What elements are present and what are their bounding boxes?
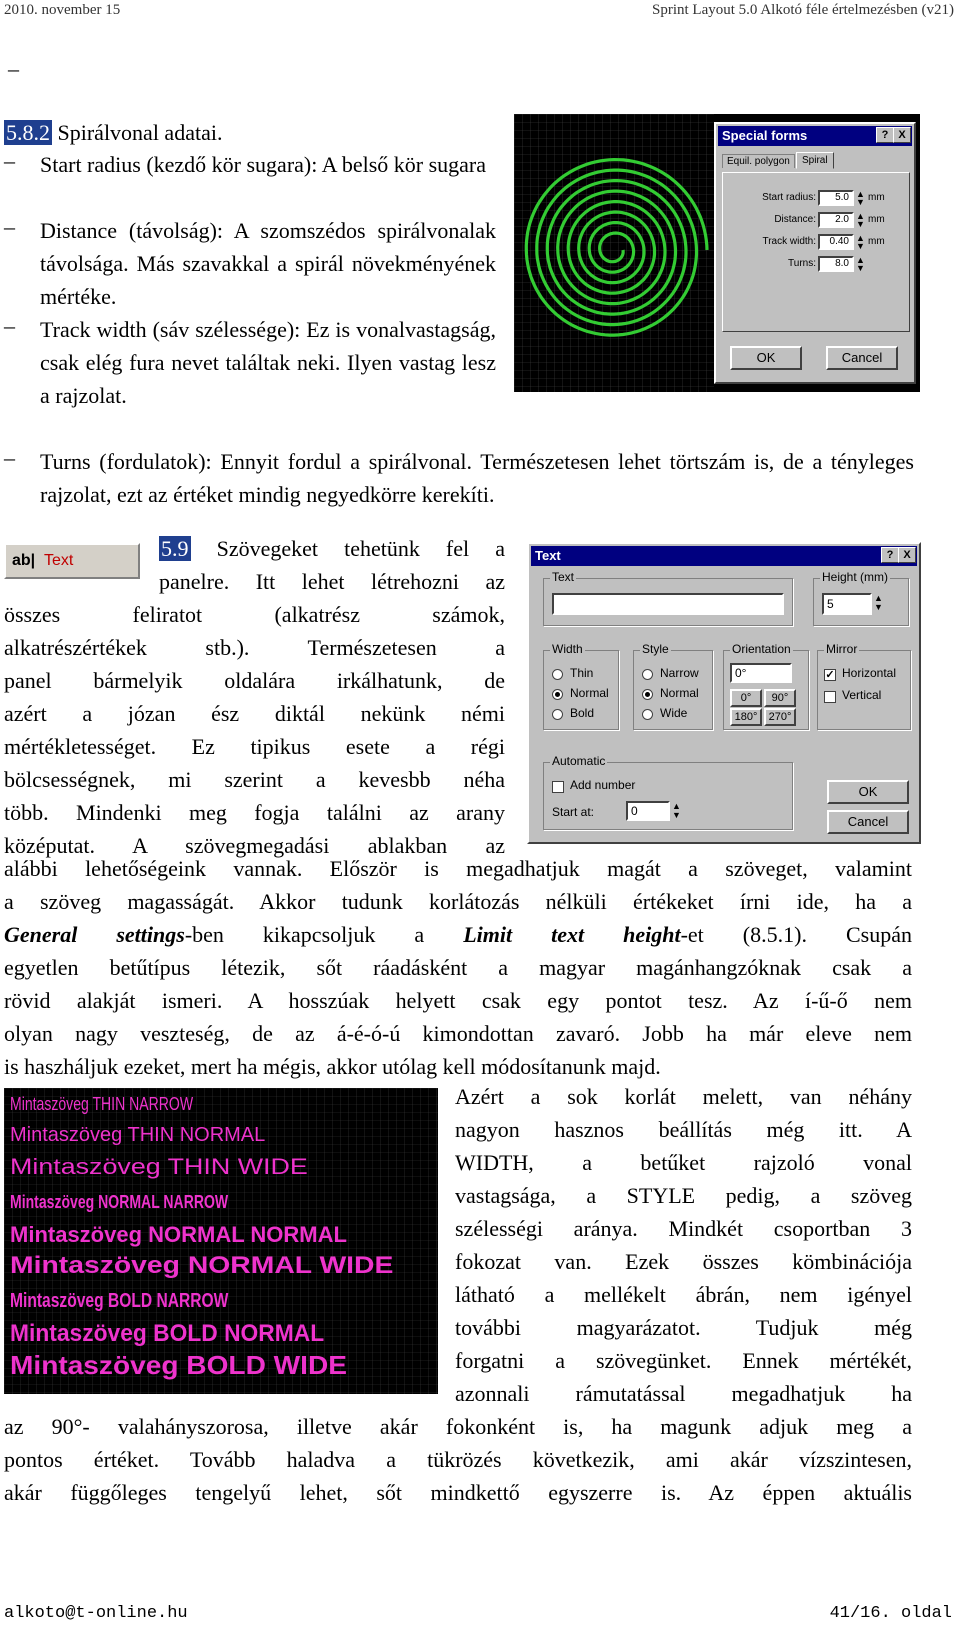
distance-input[interactable]: 2.0 <box>818 212 854 228</box>
section-5-9-line-1 <box>159 532 505 565</box>
add-number-label: Add number <box>570 778 636 792</box>
text-group-label: Text <box>552 570 575 584</box>
section-5-9-line-7: mértékletességet. Ez tipikus esete a régi <box>4 734 505 759</box>
style-normal-radio[interactable] <box>642 689 653 700</box>
right-line-3: WIDTH, a betűket rajzoló vonal <box>455 1150 912 1175</box>
width-group-label: Width <box>552 642 583 656</box>
angle-270-button[interactable]: 270° <box>764 708 796 726</box>
bottom-line-2: pontos értéket. Tovább haladva a tükrözés következik, ami akár vízszintesen, <box>4 1447 912 1472</box>
section-number: 5.8.2 <box>6 120 50 145</box>
bullet-distance: Distance (távolság): A szomszédos spirálvonalak távolsága. Más szavakkal a spirál növekményének mértéke. <box>40 218 496 309</box>
body-line-1: alábbi lehetőségeink vannak. Először is megadhatjuk magát a szöveget, valamint <box>4 856 912 881</box>
bottom-line-1: az 90°- valahányszorosa, illetve akár fokonként is, ha magunk adjuk meg a <box>4 1414 912 1439</box>
sample-line: Mintaszöveg NORMAL NORMAL <box>10 1222 347 1247</box>
help-button[interactable]: ? <box>881 547 899 563</box>
right-line-10: azonnali rámutatással megadhatjuk ha <box>455 1381 912 1406</box>
automatic-group-label: Automatic <box>552 754 606 768</box>
right-line-9: forgatni a szövegünket. Ennek mértékét, <box>455 1348 912 1373</box>
text-input[interactable] <box>552 593 784 615</box>
style-narrow-label: Narrow <box>660 666 699 680</box>
bullet-start-radius: Start radius (kezdő kör sugara): A belső kör sugara <box>40 152 486 177</box>
width-normal-label: Normal <box>570 686 609 700</box>
section-5-9-line-8: bölcsességnek, mi szerint a kevesbb néha <box>4 767 505 792</box>
height-group <box>813 570 909 626</box>
body-text: -et (8.5.1). Csupán <box>680 922 912 947</box>
text-tool-button[interactable] <box>4 543 140 579</box>
bottom-line-3: akár függőleges tengelyű lehet, sőt mindkettő egyszerre is. Az éppen aktuális <box>4 1480 912 1505</box>
right-line-4: vastagsága, a STYLE pedig, a szöveg <box>455 1183 912 1208</box>
width-thin-radio[interactable] <box>552 669 563 680</box>
body-line-5: rövid alakját ismeri. A hosszúak helyett csak egy pontot tesz. Az í-ű-ő nem <box>4 988 912 1013</box>
close-button[interactable]: X <box>893 127 911 143</box>
dash-icon: – <box>4 148 15 173</box>
track-width-label: Track width: <box>762 236 816 247</box>
right-line-6: fokozat van. Ezek összes kömbinációja <box>455 1249 912 1274</box>
ok-button[interactable]: OK <box>827 780 909 804</box>
mirror-group <box>817 642 911 730</box>
style-group-label: Style <box>642 642 669 656</box>
orientation-input[interactable]: 0° <box>730 663 792 683</box>
automatic-group <box>543 754 793 830</box>
mirror-horizontal-checkbox[interactable]: ✓ <box>825 669 835 681</box>
track-width-unit: mm <box>868 236 885 247</box>
bullet-track-width: Track width (sáv szélessége): Ez is vonalvastagság, csak elég fura nevet találtak neki. Ilyen vastag lesz a rajzolat. <box>40 317 496 408</box>
angle-180-button[interactable]: 180° <box>730 708 762 726</box>
section-heading <box>4 116 222 149</box>
section-5-9-text: Szövegeket tehetünk fel a <box>216 536 505 561</box>
spin-icon[interactable]: ▲ ▼ <box>856 255 865 273</box>
text-dialog <box>527 542 921 844</box>
ok-button[interactable]: OK <box>730 346 802 370</box>
sample-line: Mintaszöveg THIN NARROW <box>10 1094 194 1114</box>
sample-line: Mintaszöveg BOLD NORMAL <box>10 1320 325 1347</box>
dash-icon: – <box>4 214 15 239</box>
spin-icon[interactable]: ▲ ▼ <box>856 189 865 207</box>
angle-90-button[interactable]: 90° <box>764 689 796 707</box>
style-group <box>633 642 713 730</box>
sample-line: Mintaszöveg NORMAL NARROW <box>10 1192 229 1212</box>
orientation-group-label: Orientation <box>732 642 791 656</box>
section-title: Spirálvonal adatai. <box>57 120 223 145</box>
close-button[interactable]: X <box>898 547 916 563</box>
dash-icon: – <box>4 313 15 338</box>
special-forms-dialog <box>714 122 916 384</box>
dash-icon: – <box>4 445 15 470</box>
section-5-9-line-3: összes feliratot (alkatrész számok, <box>4 602 505 627</box>
style-wide-label: Wide <box>660 706 688 720</box>
width-group <box>543 642 619 730</box>
start-radius-input[interactable]: 5.0 <box>818 190 854 206</box>
mirror-group-label: Mirror <box>826 642 858 656</box>
text-group <box>543 570 793 626</box>
mirror-vertical-checkbox[interactable] <box>824 691 836 703</box>
section-number-5-9: 5.9 <box>161 536 189 561</box>
start-at-input[interactable]: 0 <box>626 801 670 821</box>
orientation-group <box>723 642 809 730</box>
body-line-4: egyetlen betűtípus létezik, sőt ráadásként a magyar magánhangzóknak csak a <box>4 955 912 980</box>
add-number-checkbox[interactable] <box>552 781 564 793</box>
limit-text-height-term: Limit text height <box>463 922 681 947</box>
body-line-7: is haszháljuk ezeket, mert ha mégis, akkor utólag kell módosítanunk majd. <box>4 1054 661 1079</box>
tab-spiral[interactable]: Spiral <box>796 152 834 169</box>
section-5-9-line-9: több. Mindenki meg fogja találni az arany <box>4 800 505 825</box>
cancel-button[interactable]: Cancel <box>827 810 909 834</box>
height-input[interactable]: 5 <box>822 593 872 615</box>
right-line-1: Azért a sok korlát melett, van néhány <box>455 1084 912 1109</box>
width-bold-radio[interactable] <box>552 709 563 720</box>
spiral-screenshot <box>514 114 920 392</box>
width-normal-radio[interactable] <box>552 689 563 700</box>
text-tool-icon: ab| <box>12 552 36 569</box>
height-group-label: Height (mm) <box>822 570 889 584</box>
style-normal-label: Normal <box>660 686 699 700</box>
right-line-7: látható a mellékelt ábrán, nem igényel <box>455 1282 912 1307</box>
sample-line: Mintaszöveg THIN NORMAL <box>10 1124 266 1146</box>
style-narrow-radio[interactable] <box>642 669 653 680</box>
body-text: -ben kikapcsoljuk a <box>184 922 425 947</box>
body-line-3 <box>4 918 912 951</box>
distance-label: Distance: <box>774 214 816 225</box>
general-settings-term: General settings <box>4 922 185 947</box>
distance-unit: mm <box>868 214 885 225</box>
body-line-2: a szöveg magasságát. Akkor tudunk korlátozás nélküli értékeket írni ide, ha a <box>4 889 912 914</box>
turns-label: Turns: <box>788 258 816 269</box>
sample-line: Mintaszöveg THIN WIDE <box>10 1154 308 1179</box>
section-5-9-line-2: panelre. Itt lehet létrehozni az <box>159 569 505 594</box>
lone-dash: – <box>8 56 19 81</box>
mirror-vertical-label: Vertical <box>842 688 882 702</box>
spin-icon[interactable]: ▲ ▼ <box>672 801 681 820</box>
track-width-input[interactable]: 0.40 <box>818 234 854 250</box>
help-button[interactable]: ? <box>876 127 894 143</box>
mirror-horizontal-label: Horizontal <box>842 666 897 680</box>
angle-0-button[interactable]: 0° <box>730 689 762 707</box>
text-dialog-title: Text <box>531 546 917 566</box>
body-line-6: olyan nagy veszteség, de az á-é-ó-ú kimondottan zavaró. Jobb ha már eleve nem <box>4 1021 912 1046</box>
sample-line: Mintaszöveg NORMAL WIDE <box>10 1252 394 1279</box>
right-line-8: további magyarázatot. Tudjuk még <box>455 1315 912 1340</box>
spin-icon[interactable]: ▲ ▼ <box>856 233 865 251</box>
turns-input[interactable]: 8.0 <box>818 256 854 272</box>
text-tool-label: Text <box>44 552 74 569</box>
dialog-title: Special forms <box>718 126 912 146</box>
style-wide-radio[interactable] <box>642 709 653 720</box>
cancel-button[interactable]: Cancel <box>826 346 898 370</box>
bullet-turns: Turns (fordulatok): Ennyit fordul a spirálvonal. Természetesen lehet törtszám is, de a tényleges rajzolat, ezt az értéket mindig negyedkörre kerekíti. <box>40 449 914 507</box>
spin-icon[interactable]: ▲ ▼ <box>856 211 865 229</box>
spin-icon[interactable]: ▲ ▼ <box>874 593 883 612</box>
width-bold-label: Bold <box>570 706 595 720</box>
start-radius-unit: mm <box>868 192 885 203</box>
spiral-canvas <box>514 114 714 392</box>
section-5-9-line-10: középutat. A szövegmegadási ablakban az <box>4 833 505 858</box>
header-date: 2010. november 15 <box>4 2 121 18</box>
start-at-label: Start at: <box>552 805 595 819</box>
start-radius-label: Start radius: <box>762 192 816 203</box>
section-5-9-line-5: panel bármelyik oldalára irkálhatunk, de <box>4 668 505 693</box>
text-sample-screenshot <box>4 1088 438 1394</box>
header-title: Sprint Layout 5.0 Alkotó féle értelmezésben (v21) <box>652 2 954 18</box>
right-line-2: nagyon hasznos beállítás még itt. A <box>455 1117 912 1142</box>
footer-email: alkoto@t-online.hu <box>4 1604 188 1623</box>
width-thin-label: Thin <box>570 666 594 680</box>
section-5-9-line-4: alkatrészértékek stb.). Természetesen a <box>4 635 505 660</box>
footer-page: 41/16. oldal <box>829 1604 952 1623</box>
right-line-5: szélességi aránya. Mindkét csoportban 3 <box>455 1216 912 1241</box>
sample-line: Mintaszöveg BOLD WIDE <box>10 1350 347 1380</box>
sample-line: Mintaszöveg BOLD NARROW <box>10 1290 229 1312</box>
section-5-9-line-6: azért a józan ész diktál nekünk némi <box>4 701 505 726</box>
tab-equil-polygon[interactable]: Equil. polygon <box>722 154 795 168</box>
